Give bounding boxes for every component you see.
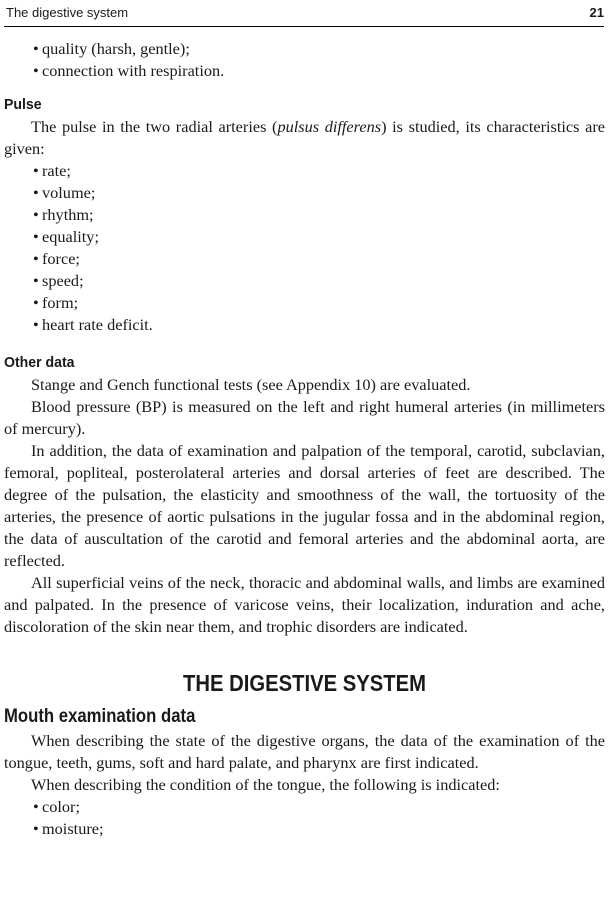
paragraph: When describing the state of the digestive organs, the data of the examination of the tongue, teeth, gums, soft and hard palate, and pharynx are first indicated.: [4, 731, 605, 772]
list-item: • force;: [33, 248, 605, 270]
pulse-characteristics-list: [4, 160, 605, 336]
header-rule: [4, 26, 604, 27]
list-item: • color;: [33, 796, 605, 818]
pulse-heading: Pulse: [4, 96, 42, 113]
list-item: • moisture;: [33, 818, 605, 840]
pulse-intro: [4, 116, 605, 160]
list-item: • equality;: [33, 226, 605, 248]
pulse-intro-text: The pulse in the two radial arteries (: [31, 117, 278, 136]
chapter-title: THE DIGESTIVE SYSTEM: [183, 670, 426, 696]
tongue-list: [4, 796, 605, 840]
paragraph: When describing the condition of the tongue, the following is indicated:: [31, 775, 500, 794]
running-head: [6, 4, 604, 24]
list-item: • quality (harsh, gentle);: [33, 38, 605, 60]
list-item: • connection with respiration.: [33, 60, 605, 82]
page-number: 21: [589, 5, 604, 20]
page-content: [4, 38, 605, 840]
list-item: • form;: [33, 292, 605, 314]
list-item: • volume;: [33, 182, 605, 204]
list-item: • rhythm;: [33, 204, 605, 226]
mouth-heading: Mouth examination data: [4, 706, 196, 727]
other-data-heading: Other data: [4, 354, 75, 371]
paragraph: Blood pressure (BP) is measured on the left and right humeral arteries (in millimeters of mercury).: [4, 397, 605, 438]
pulse-intro-latin: pulsus differens: [277, 117, 382, 136]
top-list: [4, 38, 605, 82]
running-head-title: The digestive system: [6, 5, 129, 20]
paragraph: Stange and Gench functional tests (see Appendix 10) are evaluated.: [31, 375, 471, 394]
list-item: • rate;: [33, 160, 605, 182]
list-item: • heart rate deficit.: [33, 314, 605, 336]
paragraph: In addition, the data of examination and palpation of the temporal, carotid, subclavian, femoral, popliteal, posterolateral arteries and dorsal arteries of feet are described. The degree of the pulsation, the elasticity and smoothness of the wall, the tortuosity of the arteries, the presence of aortic pulsations in the jugular fossa and in the abdominal region, the data of auscultation of the carotid and femoral arteries and the abdominal aorta, are reflected.: [4, 441, 605, 570]
pulse-intro-text-end: ) is studied, its characteristics are given:: [4, 117, 605, 158]
paragraph: All superficial veins of the neck, thoracic and abdominal walls, and limbs are examined and palpated. In the presence of varicose veins, their localization, induration and ache, discoloration of the skin near them, and trophic disorders are indicated.: [4, 573, 605, 636]
list-item: • speed;: [33, 270, 605, 292]
